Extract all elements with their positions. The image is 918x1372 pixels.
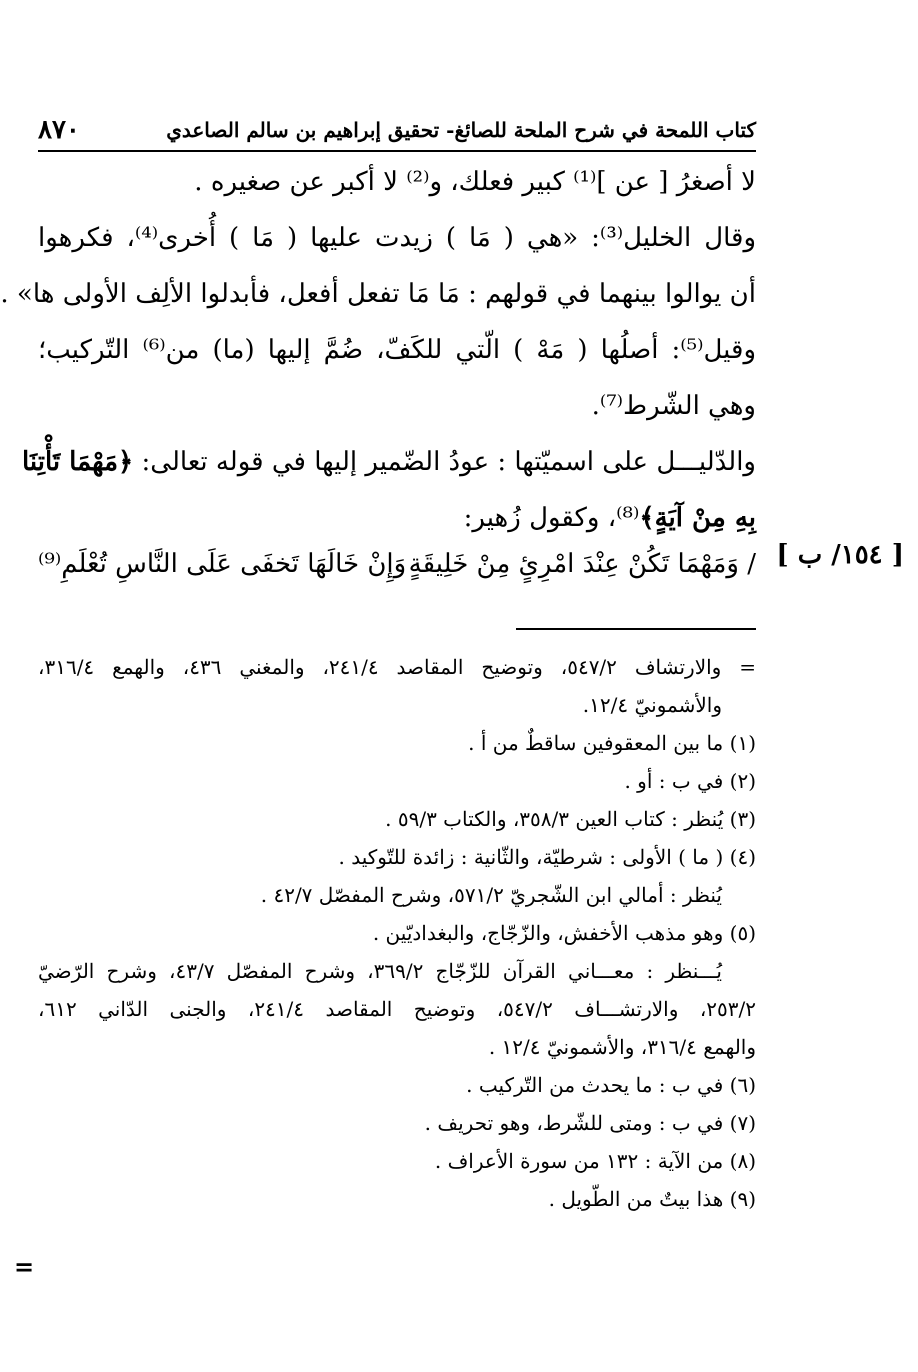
text-line: وهي الشّرط⁽⁷⁾. (591, 391, 756, 421)
page-number: ٨٧٠ (38, 115, 80, 145)
footnote-line: (٢) في ب : أو . (624, 769, 756, 793)
poem-second-hemistich: وَإِنْ خَالَهَا تَخفَى عَلَى النَّاسِ تُعْلَمِ⁽⁹⁾ (38, 549, 407, 579)
quran-quote-end: بِهِ مِنْ آيَةٍ﴾ (639, 503, 756, 533)
running-header (38, 112, 756, 148)
continuation-mark: = (14, 1252, 35, 1281)
header-rule (38, 150, 756, 152)
footnote-line: يُـــنظر : معـــاني القرآن للزّجّاج ٣٦٩/٢، وشرح المفصّل ٤٣/٧، وشرح الرّضيّ (38, 959, 722, 983)
footnote-line: ٢٥٣/٢، والارتشـــاف ٥٤٧/٢، وتوضيح المقاصد ٢٤١/٤، والجنى الدّاني ٦١٢، (38, 997, 756, 1021)
evidence-text: والدّليـــل على اسميّتها : عودُ الضّمير إليها في قوله تعالى: (141, 447, 756, 477)
footnote-line: (٩) هذا بيتٌ من الطّويل . (548, 1187, 756, 1211)
text-line: أن يوالوا بينهما في قولهم : مَا مَا تفعل أفعل، فأبدلوا الألِف الأولى ها» . (0, 279, 756, 309)
text-line: لا أصغرُ [ عن ]⁽¹⁾ كبير فعلك، و⁽²⁾ لا أكبر عن صغيره . (194, 167, 756, 197)
text-line: وقال الخليل⁽³⁾: «هي ( مَا ) زيدت عليها ( مَا ) أُخرى⁽⁴⁾، فكرهوا (38, 223, 756, 253)
footnote-line: = والارتشاف ٥٤٧/٢، وتوضيح المقاصد ٢٤١/٤، والمغني ٤٣٦، والهمع ٣١٦/٤، (38, 655, 756, 679)
footnote-line: والأشمونيّ ١٢/٤. (582, 693, 722, 717)
footnote-line: (٤) ( ما ) الأولى : شرطيّة، والثّانية : زائدة للتّوكيد . (338, 845, 756, 869)
poem-first-hemistich: / وَمَهْمَا تَكُنْ عِنْدَ امْرِئٍ مِنْ خَلِيقَةٍ (408, 549, 756, 579)
footnote-line: يُنظر : أمالي ابن الشّجريّ ٥٧١/٢، وشرح المفصّل ٤٢/٧ . (260, 883, 722, 907)
footnote-separator (516, 628, 756, 630)
footnote-line: (٧) في ب : ومتى للشّرط، وهو تحريف . (424, 1111, 756, 1135)
footnotes (38, 648, 756, 1218)
quran-quote-start: ﴿مَهْمَا تَأْتِنَا (21, 447, 134, 477)
footnote-line: (٨) من الآية : ١٣٢ من سورة الأعراف . (434, 1149, 756, 1173)
manuscript-folio-note: [ ١٥٤/ ب ] (776, 540, 904, 570)
main-text (0, 154, 756, 546)
footnote-line: (٥) وهو مذهب الأخفش، والزّجّاج، والبغداديّين . (372, 921, 756, 945)
header-title: كتاب اللمحة في شرح الملحة للصائغ- تحقيق إبراهيم بن سالم الصاعدي (166, 118, 756, 142)
text-line: وقيل⁽⁵⁾: أصلُها ( مَهْ ) الّتي للكَفّ، ضُمَّ إليها (ما) من⁽⁶⁾ التّركيب؛ (38, 335, 756, 365)
quote-continuation: ⁽⁸⁾، وكقول زُهير: (463, 503, 640, 533)
footnote-line: (١) ما بين المعقوفين ساقطٌ من أ . (468, 731, 756, 755)
footnote-line: والهمع ٣١٦/٤، والأشمونيّ ١٢/٤ . (488, 1035, 756, 1059)
footnote-line: (٣) يُنظر : كتاب العين ٣٥٨/٣، والكتاب ٥٩/٣ . (385, 807, 756, 831)
poem-verse (38, 536, 756, 592)
evidence-line (21, 434, 756, 490)
footnote-line: (٦) في ب : ما يحدث من التّركيب . (466, 1073, 756, 1097)
